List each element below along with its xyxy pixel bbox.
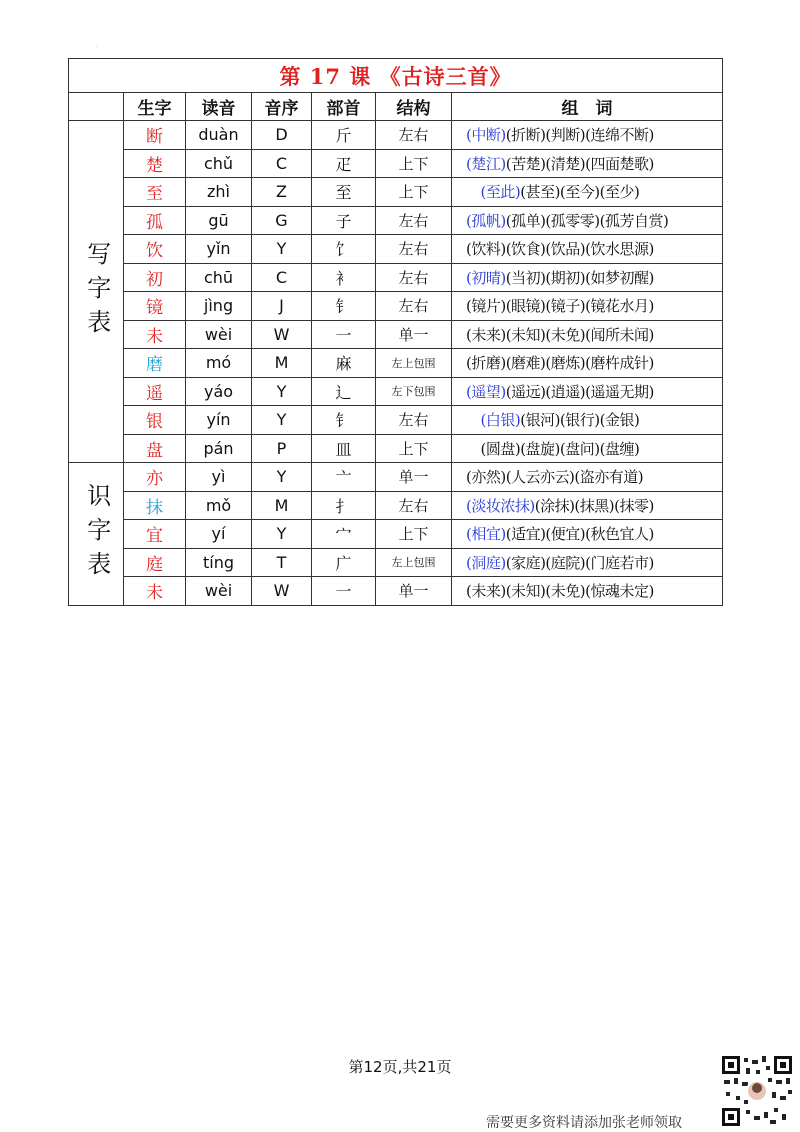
words-cell xyxy=(452,434,723,463)
table-row xyxy=(69,491,723,520)
table-row xyxy=(69,377,723,406)
structure-cell: 左右 xyxy=(376,292,452,321)
words-cell xyxy=(452,349,723,378)
letter-cell: C xyxy=(252,149,312,178)
radical-cell: 斤 xyxy=(312,121,376,150)
word-list: (亦然)(人云亦云)(盗亦有道) xyxy=(466,468,644,487)
header-char: 生字 xyxy=(124,93,186,121)
structure-cell: 上下 xyxy=(376,178,452,207)
char-cell: 断 xyxy=(124,121,186,150)
structure-cell: 左右 xyxy=(376,206,452,235)
word-list: (镜片)(眼镜)(镜子)(镜花水月) xyxy=(466,297,654,316)
char-cell: 庭 xyxy=(124,548,186,577)
highlight-word: (初晴) xyxy=(466,268,506,287)
word-list: (遥远)(逍遥)(遥遥无期) xyxy=(505,382,654,401)
structure-cell: 左右 xyxy=(376,121,452,150)
radical-cell: 一 xyxy=(312,577,376,606)
radical-cell: 亠 xyxy=(312,463,376,492)
letter-cell: W xyxy=(252,577,312,606)
letter-cell: Z xyxy=(252,178,312,207)
structure-cell: 左右 xyxy=(376,491,452,520)
words-cell xyxy=(452,235,723,264)
words-cell xyxy=(452,406,723,435)
table-row xyxy=(69,548,723,577)
radical-cell: 衤 xyxy=(312,263,376,292)
word-list: (当初)(期初)(如梦初醒) xyxy=(505,268,654,287)
word-list: (折磨)(磨难)(磨炼)(磨杵成针) xyxy=(466,354,654,373)
radical-cell: 扌 xyxy=(312,491,376,520)
words-cell xyxy=(452,263,723,292)
letter-cell: Y xyxy=(252,520,312,549)
char-cell: 未 xyxy=(124,577,186,606)
words-cell xyxy=(452,520,723,549)
char-cell: 宜 xyxy=(124,520,186,549)
char-cell: 未 xyxy=(124,320,186,349)
radical-cell: 饣 xyxy=(312,235,376,264)
highlight-word: (楚江) xyxy=(466,154,506,173)
table-row xyxy=(69,520,723,549)
pinyin-cell: pán xyxy=(186,434,252,463)
letter-cell: M xyxy=(252,491,312,520)
char-cell: 饮 xyxy=(124,235,186,264)
pinyin-cell: zhì xyxy=(186,178,252,207)
table-row xyxy=(69,121,723,150)
pinyin-cell: yáo xyxy=(186,377,252,406)
pinyin-cell: mǒ xyxy=(186,491,252,520)
highlight-word: (至此) xyxy=(466,183,521,202)
header-letter: 音序 xyxy=(252,93,312,121)
radical-cell: 麻 xyxy=(312,349,376,378)
letter-cell: P xyxy=(252,434,312,463)
header-row xyxy=(69,93,723,121)
structure-cell: 单一 xyxy=(376,463,452,492)
words-cell xyxy=(452,491,723,520)
word-list: (苦楚)(清楚)(四面楚歌) xyxy=(505,154,654,173)
char-cell: 磨 xyxy=(124,349,186,378)
char-cell: 抹 xyxy=(124,491,186,520)
pinyin-cell: wèi xyxy=(186,320,252,349)
words-cell xyxy=(452,178,723,207)
pinyin-cell: chǔ xyxy=(186,149,252,178)
pinyin-cell: gū xyxy=(186,206,252,235)
words-cell xyxy=(452,149,723,178)
char-cell: 亦 xyxy=(124,463,186,492)
letter-cell: Y xyxy=(252,406,312,435)
words-cell xyxy=(452,121,723,150)
word-list: (适宜)(便宜)(秋色宜人) xyxy=(505,525,654,544)
page-number: 第12页,共21页 xyxy=(348,1058,452,1076)
radical-cell: 钅 xyxy=(312,292,376,321)
letter-cell: Y xyxy=(252,377,312,406)
radical-cell: 广 xyxy=(312,548,376,577)
radical-cell: 子 xyxy=(312,206,376,235)
letter-cell: Y xyxy=(252,463,312,492)
table-row xyxy=(69,406,723,435)
structure-cell: 左右 xyxy=(376,263,452,292)
table-row xyxy=(69,577,723,606)
radical-cell: 钅 xyxy=(312,406,376,435)
char-cell: 盘 xyxy=(124,434,186,463)
vocabulary-table xyxy=(68,58,723,606)
word-list: (银河)(银行)(金银) xyxy=(520,411,640,430)
char-cell: 孤 xyxy=(124,206,186,235)
words-cell xyxy=(452,206,723,235)
table-row xyxy=(69,235,723,264)
word-list: (饮料)(饮食)(饮品)(饮水思源) xyxy=(466,240,654,259)
words-cell xyxy=(452,577,723,606)
word-list: (孤单)(孤零零)(孤芳自赏) xyxy=(505,211,669,230)
pinyin-cell: wèi xyxy=(186,577,252,606)
structure-cell: 左右 xyxy=(376,406,452,435)
pinyin-cell: mó xyxy=(186,349,252,378)
char-cell: 楚 xyxy=(124,149,186,178)
table-row xyxy=(69,349,723,378)
word-list: (未来)(未知)(未免)(闻所未闻) xyxy=(466,325,654,344)
structure-cell: 上下 xyxy=(376,149,452,178)
header-pinyin: 读音 xyxy=(186,93,252,121)
letter-cell: Y xyxy=(252,235,312,264)
char-cell: 银 xyxy=(124,406,186,435)
structure-cell: 左上包围 xyxy=(376,349,452,378)
letter-cell: G xyxy=(252,206,312,235)
table-row xyxy=(69,320,723,349)
letter-cell: T xyxy=(252,548,312,577)
table-row xyxy=(69,292,723,321)
highlight-word: (白银) xyxy=(466,411,521,430)
structure-cell: 左右 xyxy=(376,235,452,264)
char-cell: 至 xyxy=(124,178,186,207)
qr-code-icon xyxy=(720,1054,794,1128)
words-cell xyxy=(452,463,723,492)
word-list: (涂抹)(抹黑)(抹零) xyxy=(534,496,654,515)
structure-cell: 单一 xyxy=(376,577,452,606)
header-blank xyxy=(69,93,124,121)
lesson-title: 第 17 课 《古诗三首》 xyxy=(69,59,723,93)
structure-cell: 上下 xyxy=(376,520,452,549)
structure-cell: 左下包围 xyxy=(376,377,452,406)
char-cell: 遥 xyxy=(124,377,186,406)
table-row xyxy=(69,178,723,207)
structure-cell: 左上包围 xyxy=(376,548,452,577)
radical-cell: 疋 xyxy=(312,149,376,178)
radical-cell: 至 xyxy=(312,178,376,207)
letter-cell: M xyxy=(252,349,312,378)
highlight-word: (洞庭) xyxy=(466,553,506,572)
pinyin-cell: duàn xyxy=(186,121,252,150)
word-list: (家庭)(庭院)(门庭若市) xyxy=(505,553,654,572)
highlight-word: (淡妆浓抹) xyxy=(466,496,535,515)
radical-cell: 宀 xyxy=(312,520,376,549)
table-row xyxy=(69,263,723,292)
word-list: (甚至)(至今)(至少) xyxy=(520,183,640,202)
word-list: (圆盘)(盘旋)(盘问)(盘缠) xyxy=(466,439,640,458)
header-words: 组 词 xyxy=(452,93,723,121)
table-row xyxy=(69,434,723,463)
structure-cell: 单一 xyxy=(376,320,452,349)
words-cell xyxy=(452,548,723,577)
words-cell xyxy=(452,377,723,406)
pinyin-cell: chū xyxy=(186,263,252,292)
radical-cell: 皿 xyxy=(312,434,376,463)
highlight-word: (孤帆) xyxy=(466,211,506,230)
highlight-word: (相宜) xyxy=(466,525,506,544)
pinyin-cell: yí xyxy=(186,520,252,549)
table-row xyxy=(69,206,723,235)
radical-cell: 辶 xyxy=(312,377,376,406)
header-radical: 部首 xyxy=(312,93,376,121)
char-cell: 镜 xyxy=(124,292,186,321)
pinyin-cell: yì xyxy=(186,463,252,492)
pinyin-cell: jìng xyxy=(186,292,252,321)
letter-cell: J xyxy=(252,292,312,321)
highlight-word: (中断) xyxy=(466,126,506,145)
letter-cell: W xyxy=(252,320,312,349)
table-row xyxy=(69,463,723,492)
char-cell: 初 xyxy=(124,263,186,292)
header-structure: 结构 xyxy=(376,93,452,121)
corner-mark: . xyxy=(96,42,98,49)
group-label: 写字表 xyxy=(69,121,124,463)
structure-cell: 上下 xyxy=(376,434,452,463)
words-cell xyxy=(452,320,723,349)
pinyin-cell: yín xyxy=(186,406,252,435)
words-cell xyxy=(452,292,723,321)
pinyin-cell: yǐn xyxy=(186,235,252,264)
footer-note: 需要更多资料请添加张老师领取 xyxy=(486,1115,682,1131)
radical-cell: 一 xyxy=(312,320,376,349)
word-list: (折断)(判断)(连绵不断) xyxy=(505,126,654,145)
letter-cell: D xyxy=(252,121,312,150)
highlight-word: (遥望) xyxy=(466,382,506,401)
group-label: 识字表 xyxy=(69,463,124,606)
letter-cell: C xyxy=(252,263,312,292)
pinyin-cell: tíng xyxy=(186,548,252,577)
table-row xyxy=(69,149,723,178)
word-list: (未来)(未知)(未免)(惊魂未定) xyxy=(466,582,654,601)
